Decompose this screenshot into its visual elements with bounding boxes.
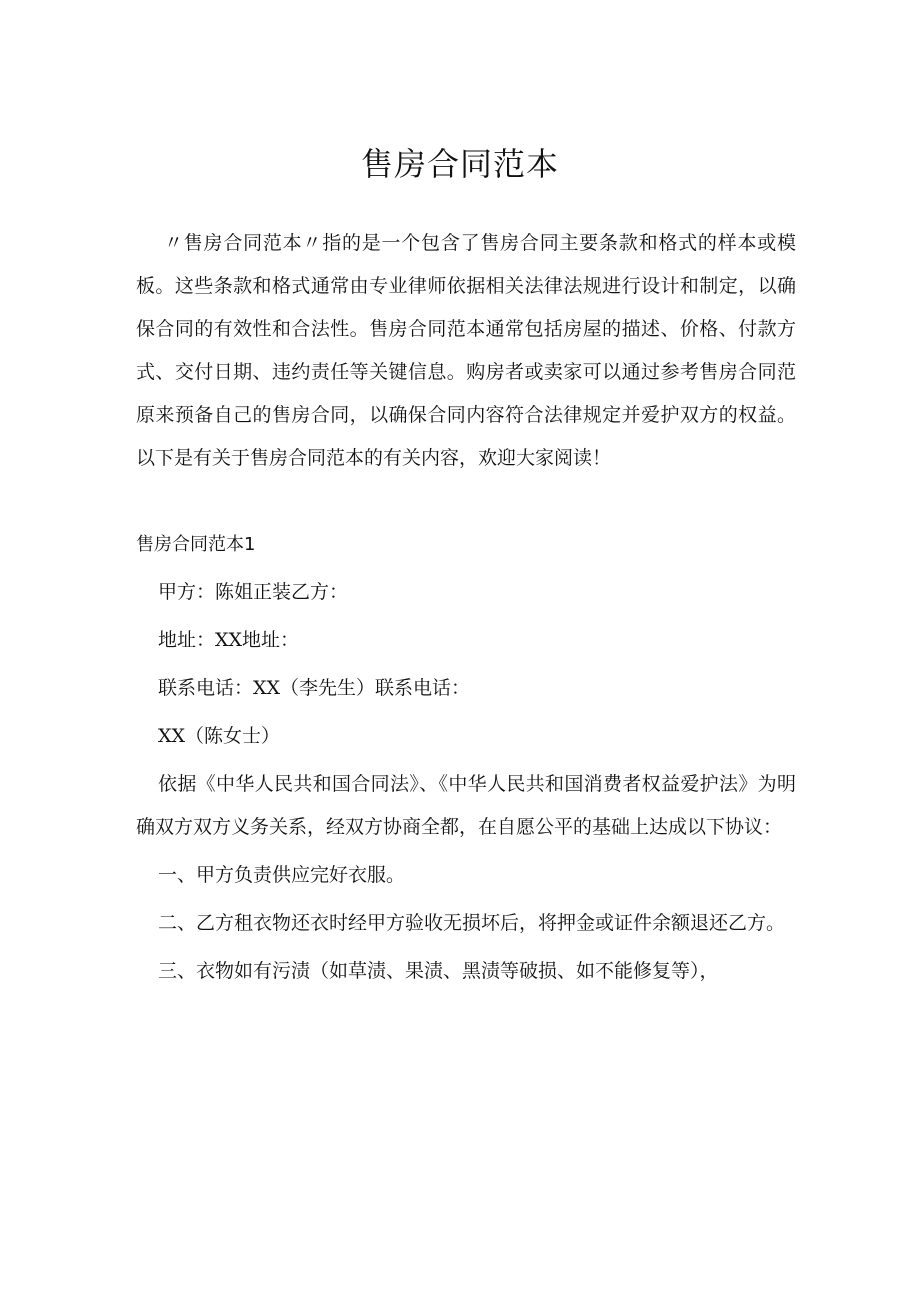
phone-line: 联系电话：XX（李先生）联系电话： — [158, 677, 471, 699]
intro-paragraph: 〃售房合同范本〃指的是一个包含了售房合同主要条款和格式的样本或模板。这些条款和格式通常由专业律师依据相关法律法规进行设计和制定，以确保合同的有效性和合法性。售房合同范本通常包括房屋的描述、价格、付款方式、交付日期、违约责任等关键信息。购房者或卖家可以通过参考售房合同范原来预备自己的售房合同，以确保合同内容符合法律规定并爱护双方的权益。以下是有关于售房合同范本的有关内容，欢迎大家阅读！ — [136, 232, 796, 469]
legal-basis-paragraph: 依据《中华人民共和国合同法》、《中华人民共和国消费者权益爱护法》为明确双方双方义务关系，经双方协商全都，在自愿公平的基础上达成以下协议： — [136, 773, 796, 838]
party-line: 甲方：陈姐正装乙方： — [158, 581, 349, 603]
clause-3: 三、衣物如有污渍（如草渍、果渍、黑渍等破损、如不能修复等）， — [158, 960, 719, 982]
section-title: 售房合同范本1 — [136, 534, 256, 555]
document-body — [136, 222, 796, 993]
address-line: 地址：XX地址： — [158, 629, 300, 651]
clause-2: 二、乙方租衣物还衣时经甲方验收无损坏后，将押金或证件余额退还乙方。 — [158, 912, 786, 934]
clause-1: 一、甲方负责供应完好衣服。 — [158, 864, 406, 886]
page-title: 售房合同范本 — [360, 145, 559, 183]
contact-name-line: XX（陈女士） — [158, 725, 281, 747]
